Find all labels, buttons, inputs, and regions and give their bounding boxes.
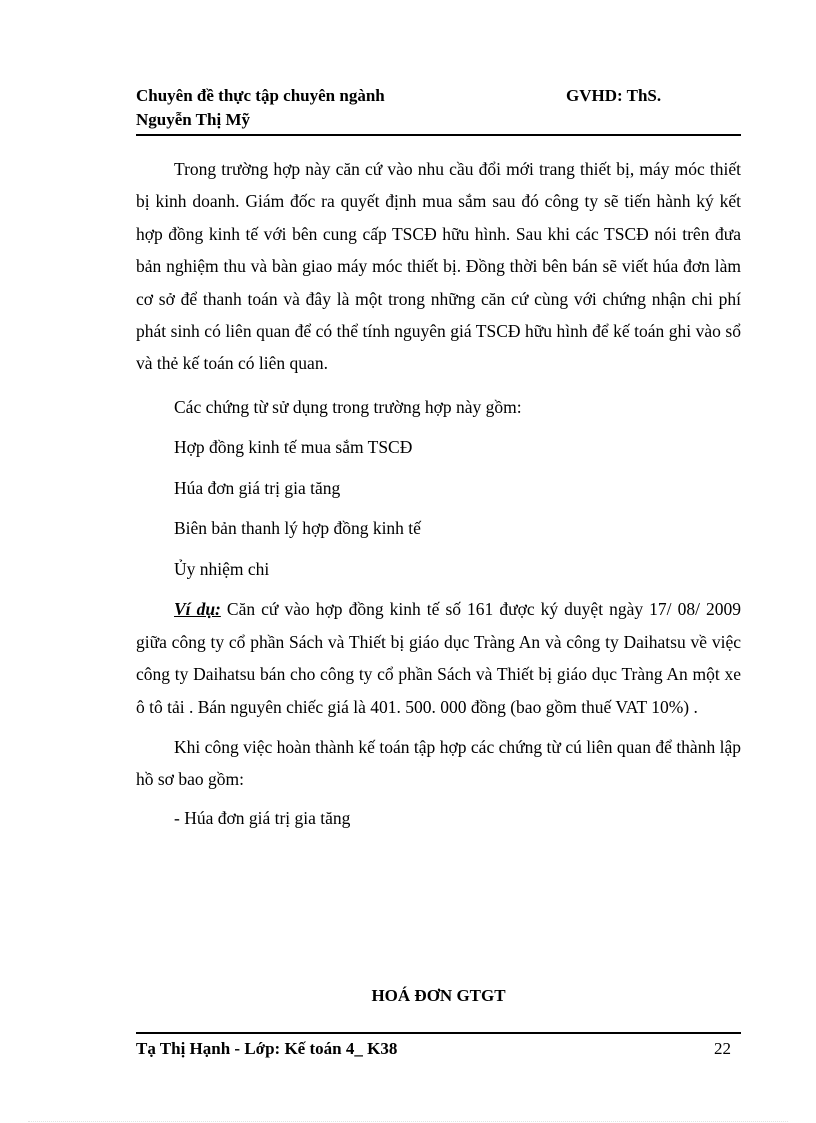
paragraph-purchase-process: Trong trường hợp này căn cứ vào nhu cầu đổi mới trang thiết bị, máy móc thiết bị kinh doanh. Giám đốc ra quyết định mua sắm sau đó công ty sẽ tiến hành ký kết hợp đồng kinh tế với bên cung cấp TSCĐ hữu hình. Sau khi các TSCĐ nói trên đưa bản nghiệm thu và bàn giao máy móc thiết bị. Đồng thời bên bán sẽ viết húa đơn làm cơ sở để thanh toán và đây là một trong những căn cứ cùng với chứng nhận chi phí phát sinh có liên quan để có thể tính nguyên giá TSCĐ hữu hình để kế toán ghi vào sổ và thẻ kế toán có liên quan. [136,159,741,374]
header-line-1 [136,84,741,108]
page-header [136,84,741,132]
header-supervisor: GVHD: ThS. [566,86,662,105]
header-divider [136,134,741,136]
example-text: Căn cứ vào hợp đồng kinh tế số 161 được ký duyệt ngày 17/ 08/ 2009 giữa công ty cổ phần Sách và Thiết bị giáo dục Tràng An và công ty Daihatsu về việc công ty Daihatsu bán cho công ty cổ phần Sách và Thiết bị giáo dục Tràng An một xe ô tô tải . Bán nguyên chiếc giá là 401. 500. 000 đồng (bao gồm thuế VAT 10%) . [136,599,741,717]
example-label: Ví dụ: [174,599,221,620]
invoice-title: HOÁ ĐƠN GTGT [371,986,506,1005]
footer-author: Tạ Thị Hạnh - Lớp: Kế toán 4_ K38 [136,1039,398,1058]
dash-item-vat-invoice: - Húa đơn giá trị gia tăng [174,807,351,828]
document-item-contract: Hợp đồng kinh tế mua sắm TSCĐ [174,437,413,458]
page-number: 22 [714,1039,731,1058]
header-supervisor-name: Nguyễn Thị Mỹ [136,110,250,129]
footer-divider [136,1032,741,1034]
paragraph-document-set: Khi công việc hoàn thành kế toán tập hợp các chứng từ cú liên quan để thành lập hồ sơ bao gồm: [136,736,741,790]
document-item-payment-order: Ủy nhiệm chi [174,558,270,579]
document-item-liquidation: Biên bản thanh lý hợp đồng kinh tế [174,518,421,539]
document-item-vat-invoice: Húa đơn giá trị gia tăng [174,477,341,498]
example-paragraph [136,593,741,723]
document-body [136,153,741,834]
page-bottom-edge [28,1121,788,1122]
header-title: Chuyên đề thực tập chuyên ngành [136,86,385,105]
documents-list-intro: Các chứng từ sử dụng trong trường hợp này gồm: [174,396,522,417]
